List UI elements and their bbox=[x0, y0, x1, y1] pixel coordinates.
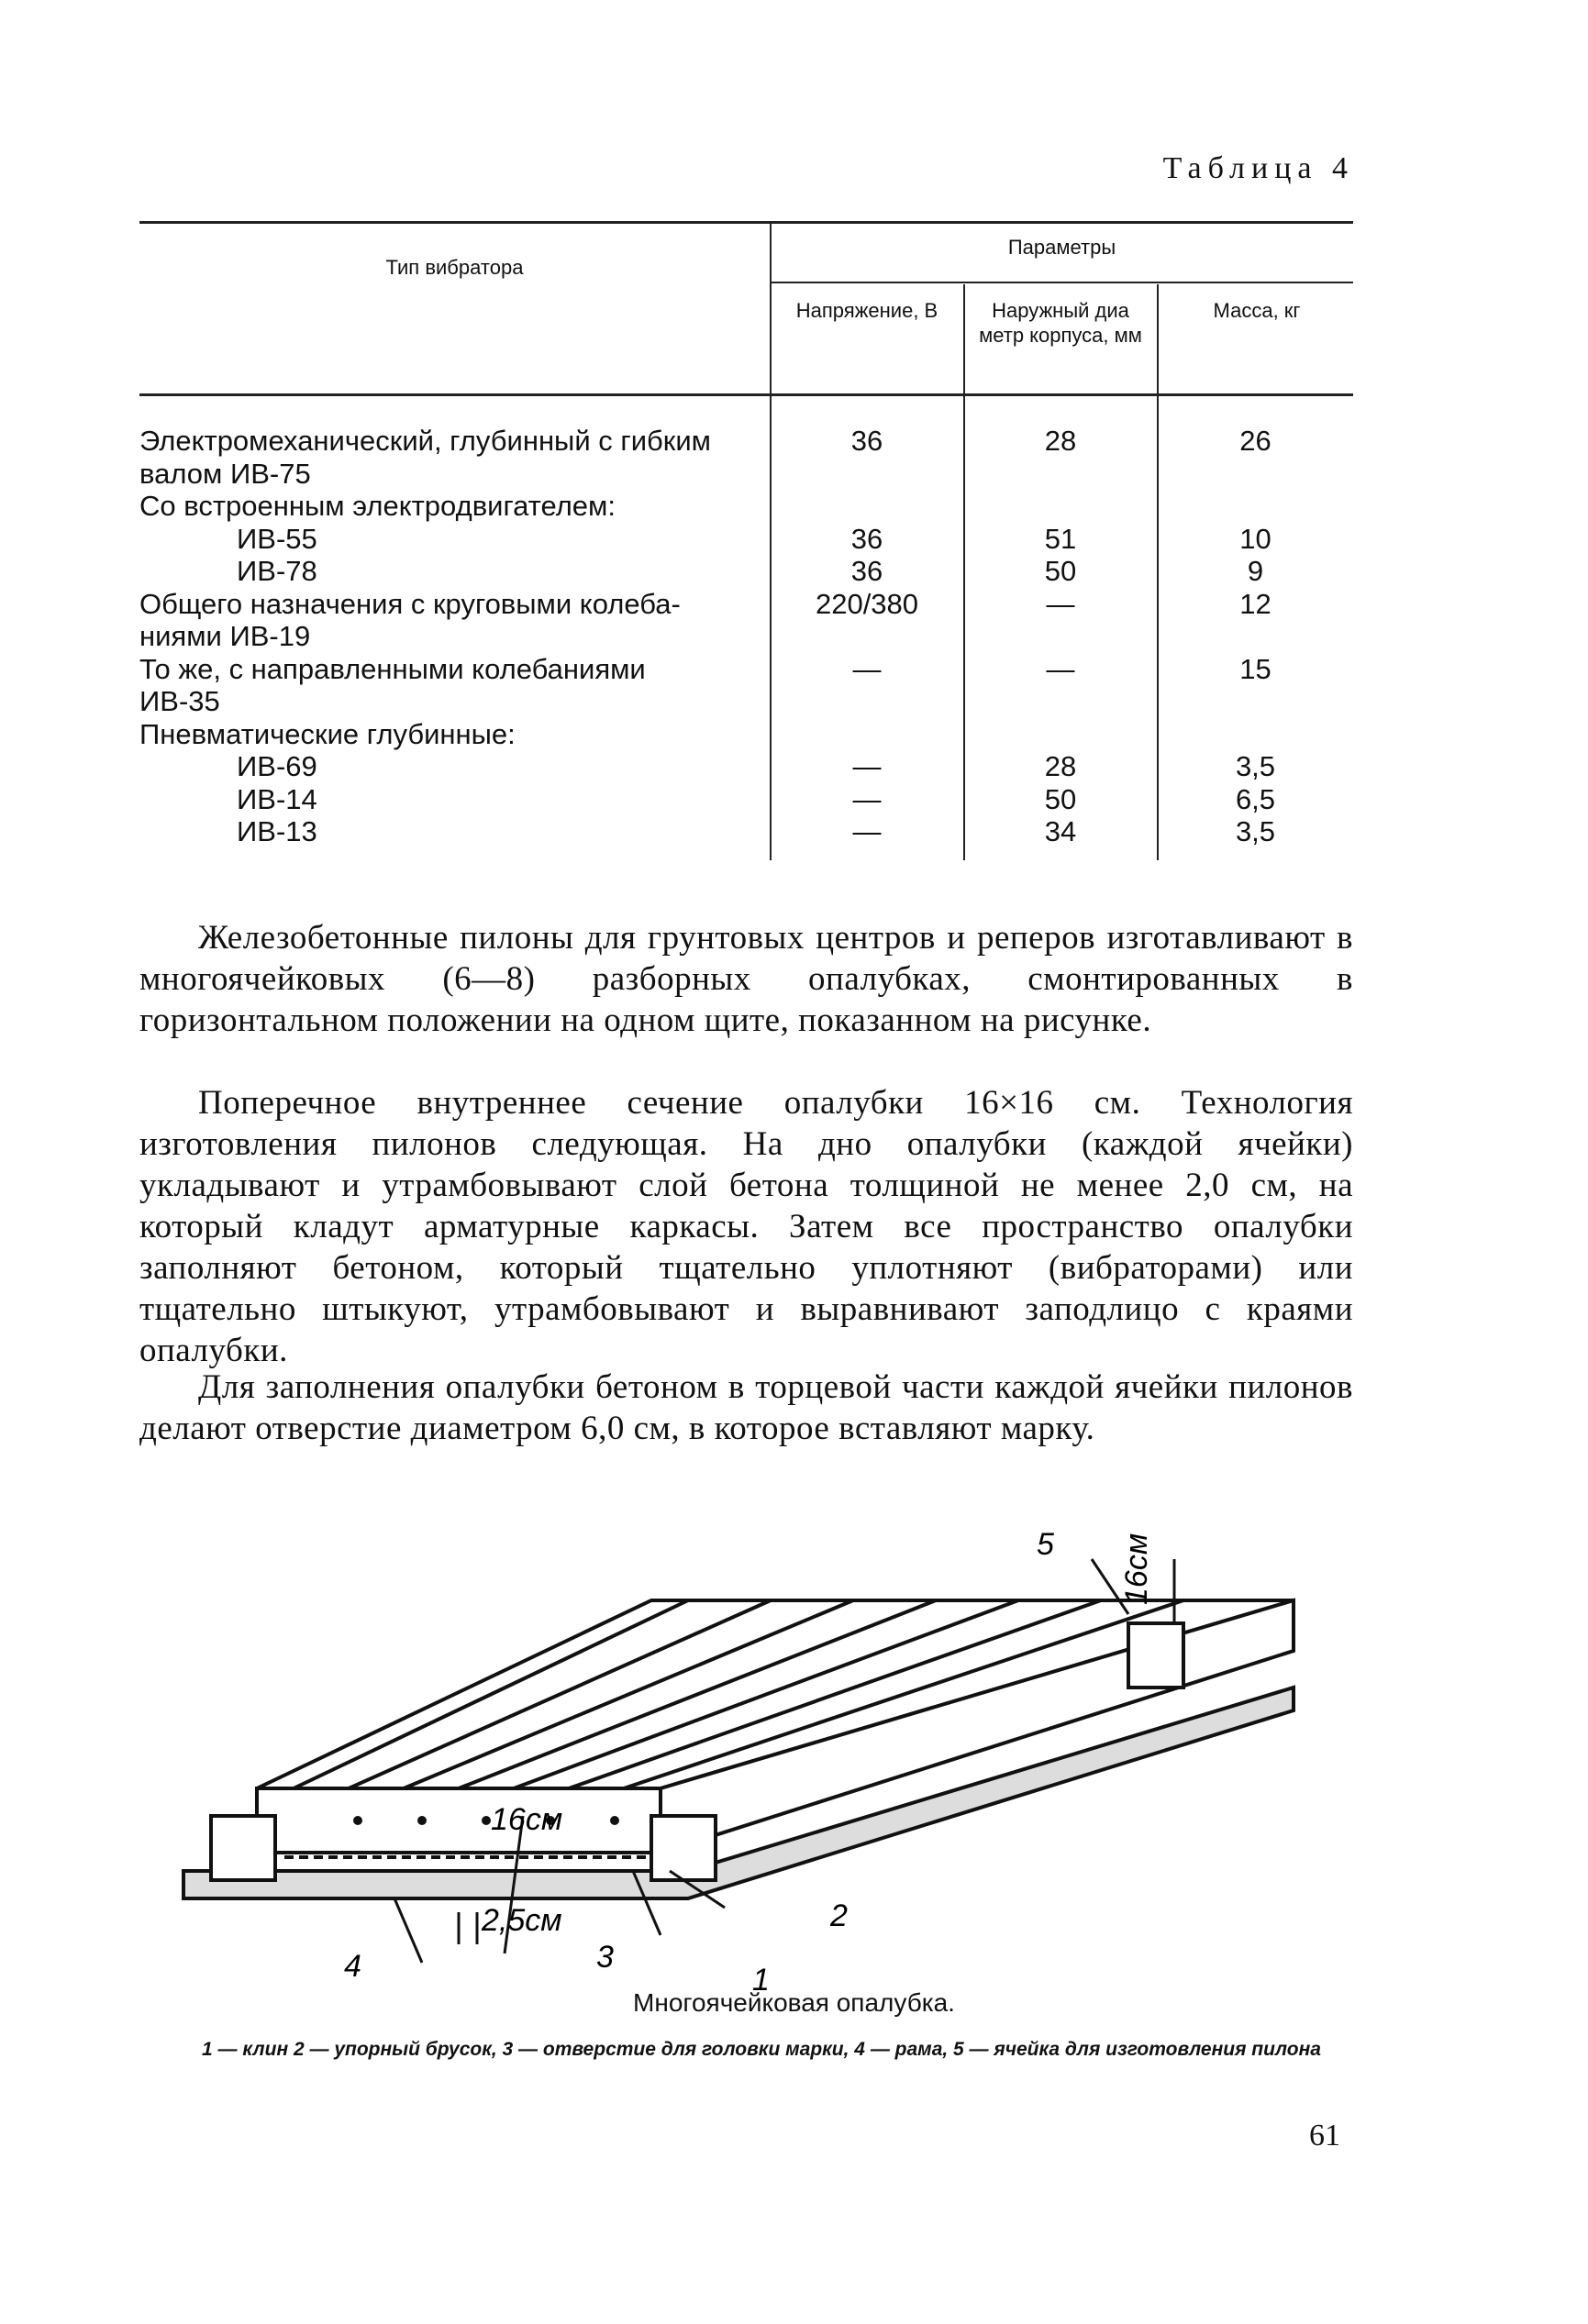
figure-caption: Многоячейковая опалубка. bbox=[633, 1988, 955, 2017]
table-cell-name: ИВ-13 bbox=[237, 815, 317, 847]
dimension-16cm: 16см bbox=[491, 1802, 563, 1837]
table-cell-name: То же, с направленными колебаниями bbox=[139, 652, 646, 685]
label-4: 4 bbox=[344, 1949, 361, 1984]
table-cell-diameter: 51 bbox=[1044, 522, 1077, 555]
table-cell-diameter: 50 bbox=[1044, 555, 1077, 587]
table-cell-mass: 9 bbox=[1247, 555, 1264, 587]
table-cell-mass: 3,5 bbox=[1235, 750, 1276, 782]
table-cell-voltage: — bbox=[852, 815, 882, 847]
formwork-drawing bbox=[174, 1513, 1330, 1998]
table-cell-voltage: — bbox=[852, 652, 882, 685]
table-cell-mass: 15 bbox=[1239, 652, 1272, 685]
table-cell-name: Со встроенным электродвигателем: bbox=[139, 490, 616, 522]
label-3: 3 bbox=[596, 1940, 614, 1975]
table-cell-diameter: 28 bbox=[1044, 425, 1077, 457]
label-1: 1 bbox=[752, 1963, 770, 1998]
table-cell-diameter: — bbox=[1046, 587, 1075, 620]
table-cell-diameter: 50 bbox=[1044, 782, 1077, 815]
table-cell-mass: 12 bbox=[1239, 587, 1272, 620]
table-cell-diameter: 28 bbox=[1044, 750, 1077, 782]
table-cell-name: ИВ-78 bbox=[237, 555, 317, 587]
table-cell-name: ИВ-35 bbox=[139, 685, 220, 717]
table-cell-name: Электромеханический, глубинный с гибким bbox=[139, 425, 711, 457]
header-params: Параметры bbox=[1007, 236, 1116, 259]
table-caption: Таблица 4 bbox=[1162, 151, 1354, 185]
table-cell-name: Общего назначения с круговыми колеба- bbox=[139, 587, 681, 620]
table-cell-mass: 26 bbox=[1239, 425, 1272, 457]
body-paragraph: Поперечное внутреннее сечение опалубки 16×16 см. Технология изготовления пилонов следующая. На дно опалубки (каждой ячейки) укладывают и утрамбовывают слой бетона толщиной не менее 2,0 см, на который кладут арматурные каркасы. Затем все пространство опалубки заполняют бетоном, который тщательно уплотняют (вибраторами) или тщательно штыкуют, утрамбовывают и выравнивают заподлицо с краями опалубки. bbox=[139, 1084, 1353, 1369]
header-mass: Масса, кг bbox=[1213, 299, 1301, 322]
table-cell-mass: 10 bbox=[1239, 522, 1272, 555]
table-cell-voltage: — bbox=[852, 782, 882, 815]
table-cell-name: ИВ-69 bbox=[237, 750, 317, 782]
label-5: 5 bbox=[1037, 1527, 1054, 1562]
dimension-16cm-vertical: 16см bbox=[1119, 1533, 1154, 1605]
table-cell-mass: 3,5 bbox=[1235, 815, 1276, 847]
header-type: Тип вибратора bbox=[385, 256, 524, 279]
table-cell-name: Пневматические глубинные: bbox=[139, 717, 516, 750]
table-cell-voltage: — bbox=[852, 750, 882, 782]
table-cell-name: ИВ-55 bbox=[237, 522, 317, 555]
dimension-2-5cm: 2,5см bbox=[482, 1903, 562, 1938]
table-cell-voltage: 36 bbox=[850, 522, 883, 555]
table-cell-diameter: 34 bbox=[1044, 815, 1077, 847]
table-cell-voltage: 36 bbox=[850, 425, 883, 457]
page-number: 61 bbox=[1309, 2119, 1340, 2152]
header-voltage: Напряжение, В bbox=[795, 299, 938, 322]
table-cell-voltage: 36 bbox=[850, 555, 883, 587]
header-diameter: Наружный диа метр корпуса, мм bbox=[979, 299, 1142, 347]
table-cell-name: ИВ-14 bbox=[237, 782, 317, 815]
table-cell-voltage: 220/380 bbox=[815, 587, 919, 620]
body-paragraph: Для заполнения опалубки бетоном в торцевой части каждой ячейки пилонов делают отверстие диаметром 6,0 см, в которое вставляют марку. bbox=[139, 1368, 1353, 1447]
table-cell-name: валом ИВ-75 bbox=[139, 457, 311, 490]
table-cell-name: ниями ИВ-19 bbox=[139, 620, 311, 652]
figure-legend: 1 — клин 2 — упорный брусок, 3 — отверстие для головки марки, 4 — рама, 5 — ячейка для изготовления пилона bbox=[202, 2039, 1321, 2060]
table-cell-diameter: — bbox=[1046, 652, 1075, 685]
body-paragraph: Железобетонные пилоны для грунтовых центров и реперов изготавливают в многоячейковых (6—8) разборных опалубках, смонтированных в горизонтальном положении на одном щите, показанном на рисунке. bbox=[139, 919, 1353, 1039]
label-2: 2 bbox=[830, 1898, 848, 1933]
table-cell-mass: 6,5 bbox=[1235, 782, 1276, 815]
